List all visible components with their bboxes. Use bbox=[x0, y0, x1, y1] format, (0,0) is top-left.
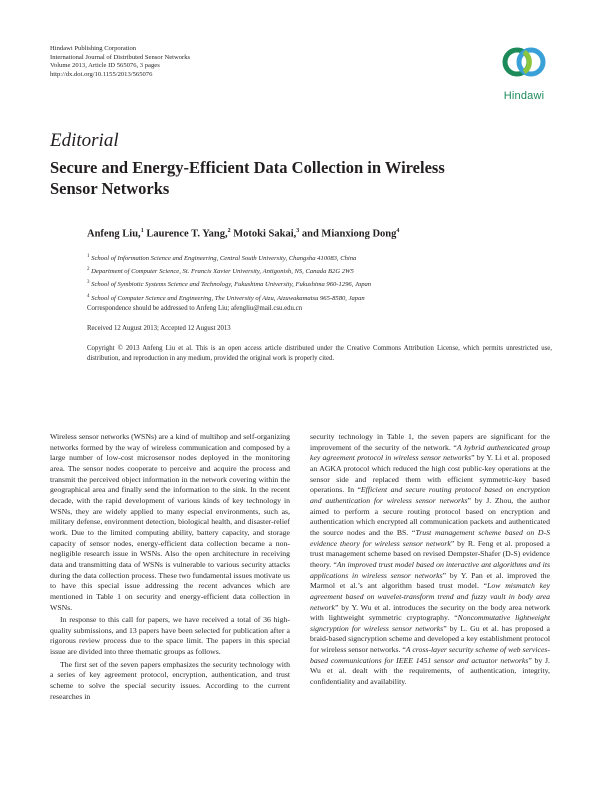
cited-title: Efficient and secure routing protocol based on encryption and authentication for wireless sensor networks bbox=[310, 485, 550, 505]
body-text: ” by Y. Li et al. proposed an AGKA protocol which reduced the high cost public-key operations at the sensor side and replaced them with efficient symmetric-key based operations. In “ bbox=[310, 453, 550, 495]
author-name: and Mianxiong Dong bbox=[299, 228, 397, 240]
affiliation bbox=[87, 251, 371, 264]
affiliation-mark: 2 bbox=[87, 267, 90, 273]
affiliation-text: School of Information Science and Engineering, Central South University, Changsha 410083, China bbox=[89, 255, 357, 263]
logo-text: Hindawi bbox=[503, 90, 545, 102]
affiliation-text: School of Computer Science and Engineering, The University of Aizu, Aizuwakamatsu 965-8580, Japan bbox=[89, 294, 365, 302]
copyright-notice: Copyright © 2013 Anfeng Liu et al. This is an open access article distributed under the Creative Commons Attribution License, which permits unrestricted use, distribution, and reproduction in any medium, provided the original work is properly cited. bbox=[87, 345, 552, 362]
doi-link[interactable]: http://dx.doi.org/10.1155/2013/565076 bbox=[50, 70, 153, 78]
author-list bbox=[87, 228, 399, 240]
body-column-left bbox=[50, 432, 290, 702]
body-paragraph: Wireless sensor networks (WSNs) are a kind of multihop and self-organizing networks formed by the way of wireless communication and composed by a large number of low-cost microsensor nodes deployed in the monitoring area. The sensor nodes cooperate to perceive and acquire the process and transmit the perceived object information in the network covering within the geographical area and finally send the information to the sink. In the recent decade, with the rapid development of various kinds of key technology in WSNs, they are widely applied to many especial environments, such as, military defense, environment detection, biological health, and disaster-relief work. Due to the limited computing ability, battery capacity, and storage capacity of sensor nodes, energy-efficient data collection became a non-negligible research issue in WSNs. Also the open architecture in receiving data and transmitting data of WSNs is vulnerable to various security attacks during the data collection process. These two fundamental issues motivate us to have this special issue addressing the recent advances which are mentioned in Table 1 on security and energy-efficient data collection in WSNs. bbox=[50, 432, 290, 612]
body-text: ” by J. Zhou, the author aimed to perform a secure routing protocol based on encryption and authentication which encrypted all communication packets and authenticated the source nodes and the BS. “ bbox=[310, 495, 550, 537]
cited-title: Noncommutative lightweight signcryption for wireless sensor networks bbox=[310, 613, 550, 633]
journal-name: International Journal of Distributed Sensor Networks bbox=[50, 53, 191, 61]
affiliation-list bbox=[87, 251, 371, 304]
body-text: ” by Y. Pan et al. improved the Marmol et al.’s ant algorithm based trust model. “ bbox=[310, 570, 550, 591]
body-text: security technology in Table 1, the seven papers are significant for the improvement of the security of the network. “ bbox=[310, 432, 550, 452]
body-paragraph: In response to this call for papers, we have received a total of 36 high-quality submissions, and 13 papers have been selected for publication after a rigorous review process due to the space limit. The papers in this special issue are divided into three thematic groups as follows. bbox=[50, 615, 290, 657]
body-column-right bbox=[310, 432, 550, 688]
body-text: ” by R. Feng et al. proposed a trust management scheme based on revised Dempster-Shafer (D-S) evidence theory. “ bbox=[310, 538, 550, 569]
affiliation-mark: 3 bbox=[87, 280, 90, 286]
article-type: Editorial bbox=[50, 130, 119, 151]
body-paragraph: The first set of the seven papers emphasizes the security technology with a series of key agreement protocol, encryption, authentication, and trust scheme to solve the special security issues. According to the current researches in bbox=[50, 659, 290, 701]
affiliation bbox=[87, 291, 371, 304]
hindawi-logo-icon bbox=[497, 40, 551, 88]
paper-title: Secure and Energy-Efficient Data Collection in Wireless Sensor Networks bbox=[50, 158, 445, 198]
cited-title: Low mismatch key agreement based on wavelet-transform trend and fuzzy vault in body area network bbox=[310, 581, 550, 612]
author-name: Motoki Sakai, bbox=[230, 228, 297, 240]
affiliation-text: School of Symbiotic Systems Science and Technology, Fukushima University, Fukushima 960-1296, Japan bbox=[89, 281, 372, 289]
correspondence-note: Correspondence should be addressed to Anfeng Liu; afengliu@mail.csu.edu.cn bbox=[87, 305, 303, 312]
body-text: ” by L. Gu et al. has proposed a braid-based signcryption scheme and developed a key establishment protocol for wireless sensor networks. “ bbox=[310, 623, 550, 655]
author-name: Anfeng Liu, bbox=[87, 228, 141, 240]
body-text: ” by Y. Wu et al. introduces the security on the body area network with lightweight symmetric cryptography. “ bbox=[310, 602, 550, 623]
affiliation bbox=[87, 277, 371, 290]
hindawi-logo bbox=[497, 40, 551, 106]
affiliation-text: Department of Computer Science, St. Francis Xavier University, Antigonish, NS, Canada B2G 2W5 bbox=[89, 268, 354, 276]
journal-header bbox=[50, 45, 190, 79]
affiliation-mark: 1 bbox=[87, 254, 90, 259]
author-affiliation-mark: 2 bbox=[227, 228, 231, 234]
author-affiliation-mark: 3 bbox=[296, 228, 300, 234]
author-affiliation-mark: 1 bbox=[140, 228, 144, 234]
cited-title: An improved trust model based on interactive ant algorithms and its applications in wireless sensor networks bbox=[310, 559, 550, 580]
volume-info: Volume 2013, Article ID 565076, 3 pages bbox=[50, 62, 160, 70]
publisher-name: Hindawi Publishing Corporation bbox=[50, 45, 137, 52]
affiliation-mark: 4 bbox=[87, 293, 90, 299]
cited-title: A hybrid authenticated group key agreement protocol in wireless sensor networks bbox=[310, 442, 550, 463]
affiliation bbox=[87, 264, 371, 277]
body-text: ” by J. Wu et al. dealt with the requirements, of authentication, integrity, confidentiality and availability. bbox=[310, 655, 550, 687]
body-paragraph bbox=[310, 432, 550, 688]
author-affiliation-mark: 4 bbox=[396, 228, 400, 234]
cited-title: Trust management scheme based on D-S evidence theory for wireless sensor network bbox=[310, 527, 550, 548]
cited-title: A cross-layer security scheme of web services-based communications for IEEE 1451 sensor and actuator networks bbox=[310, 645, 550, 665]
received-dates: Received 12 August 2013; Accepted 12 August 2013 bbox=[87, 325, 231, 332]
author-name: Laurence T. Yang, bbox=[143, 228, 228, 240]
